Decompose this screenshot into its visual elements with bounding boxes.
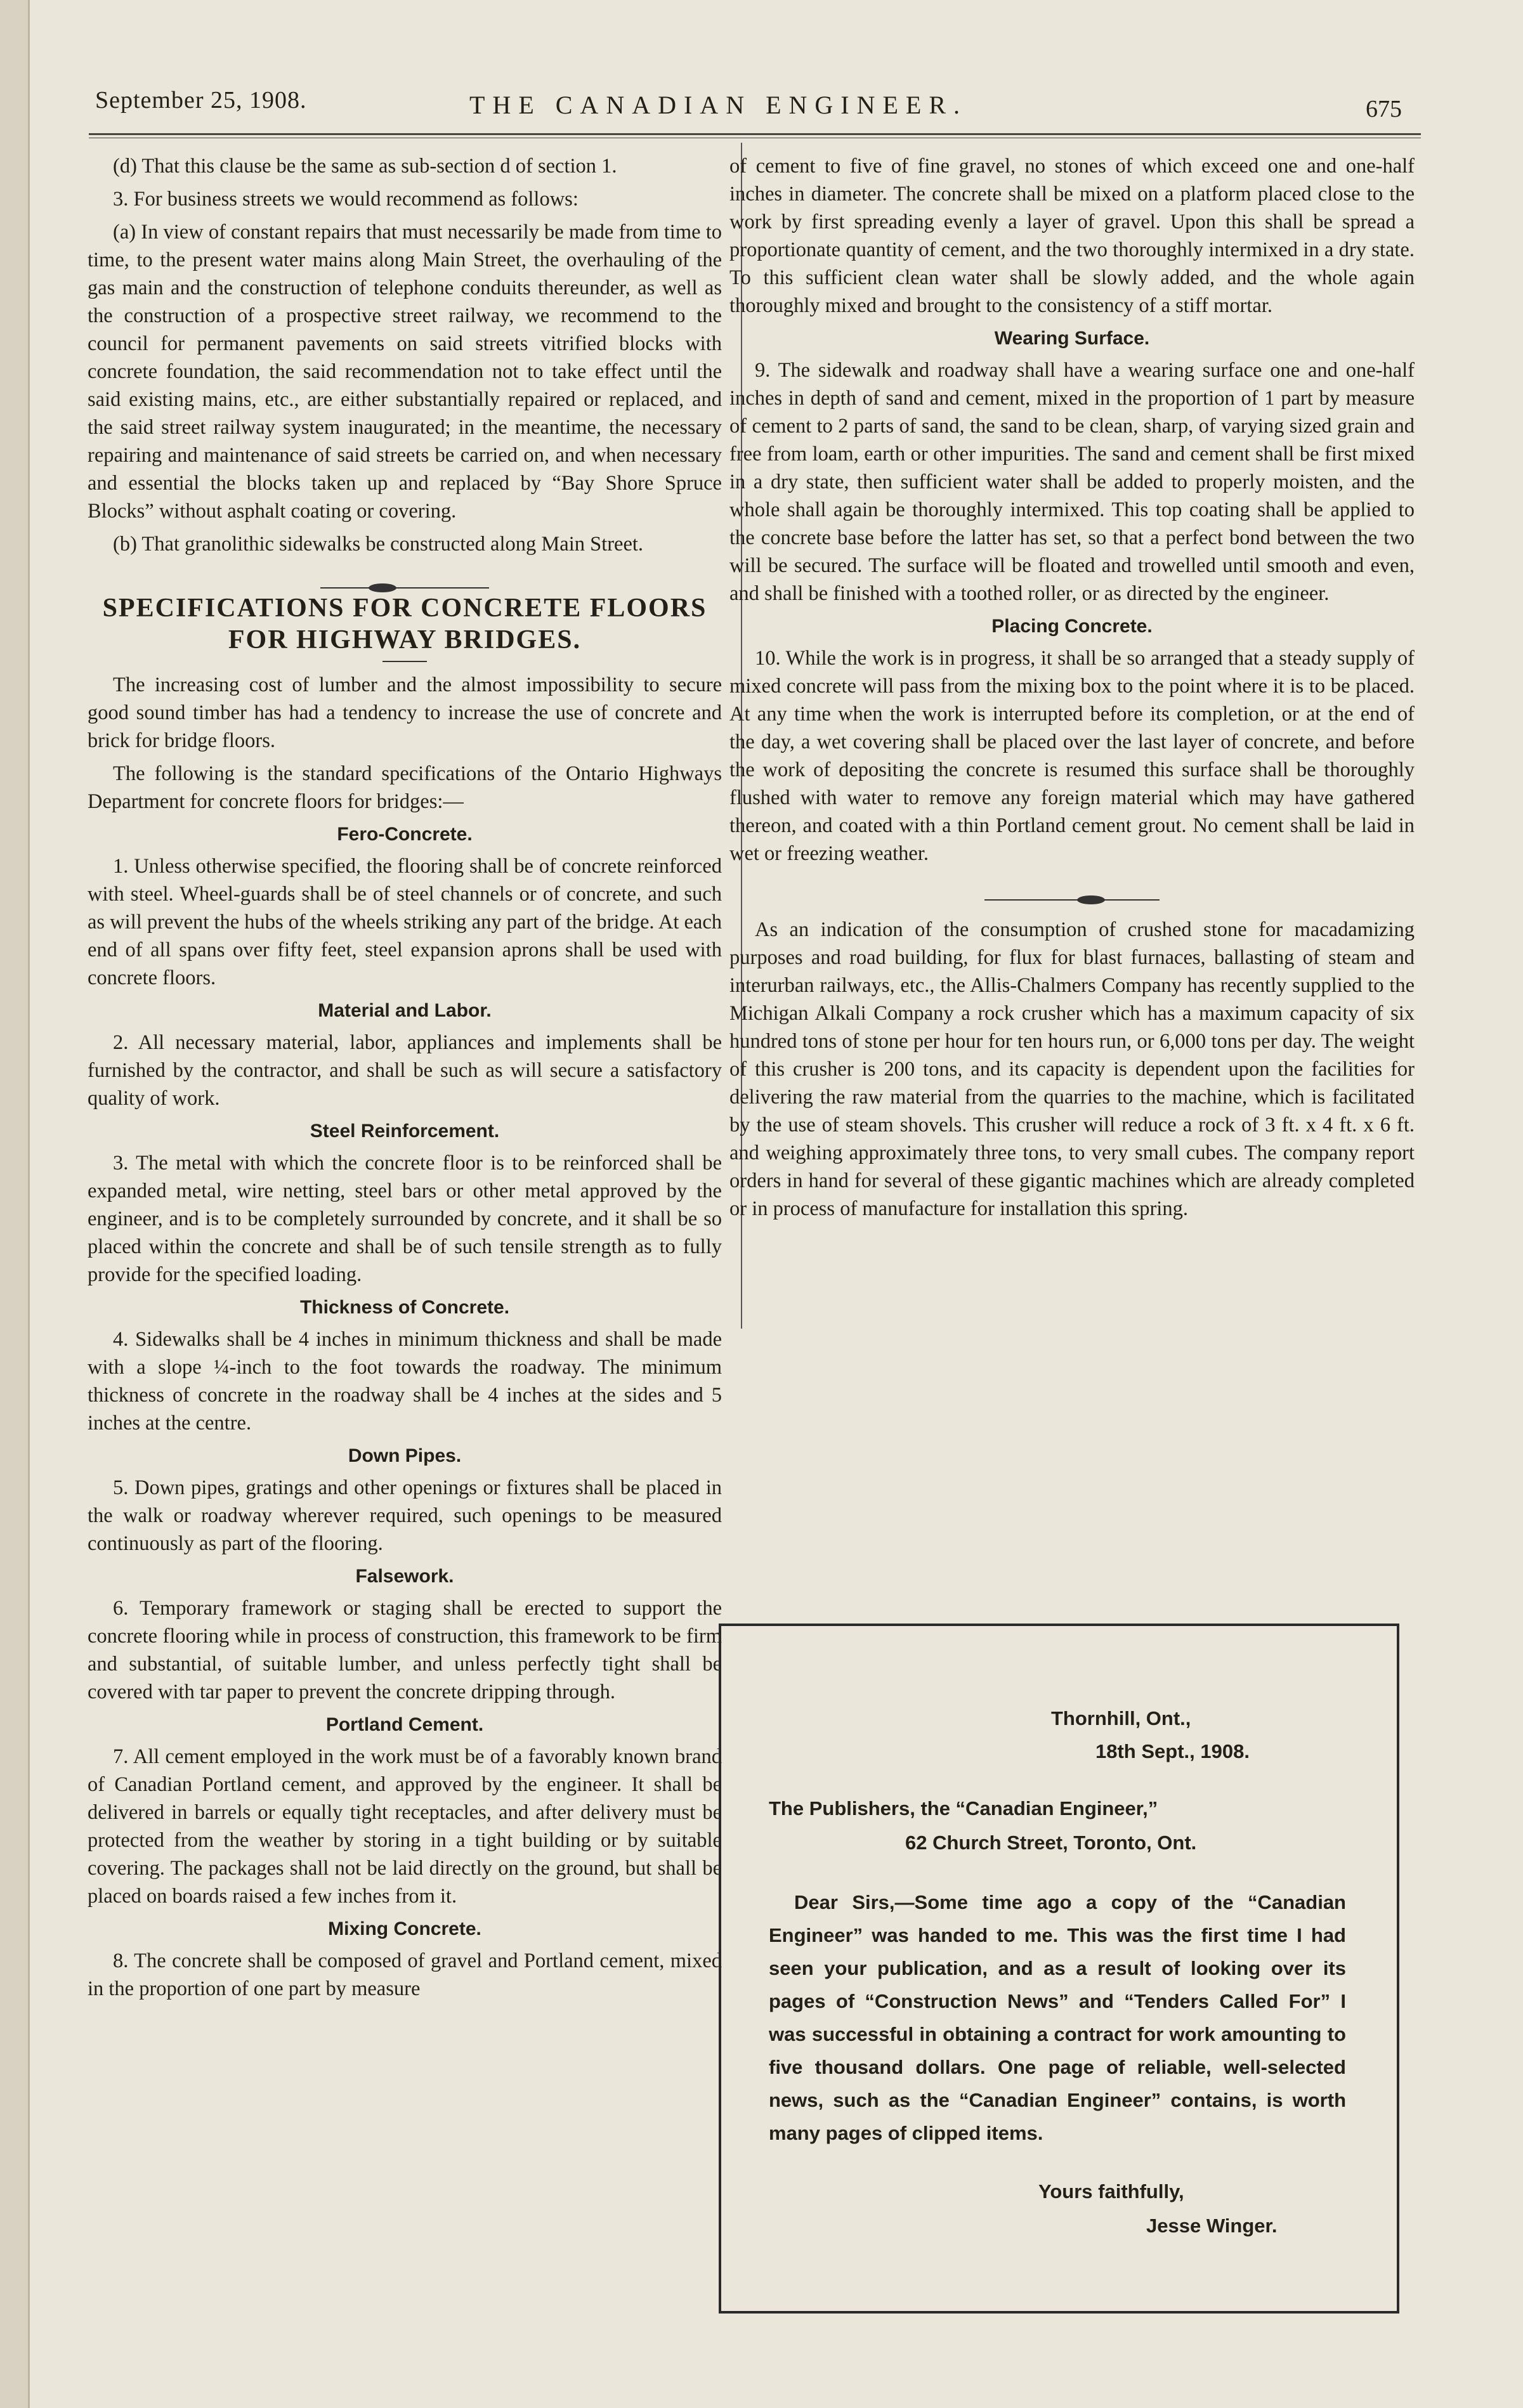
left-column [88, 152, 722, 2008]
paragraph: 3. For business streets we would recommend as follows: [113, 188, 578, 211]
section-heading: Mixing Concrete. [328, 1918, 481, 1939]
paragraph: 2. All necessary material, labor, appliances and implements shall be furnished by the contractor, and shall be such as will secure a satisfactory quality of work. [88, 1031, 722, 1110]
letter-address: 62 Church Street, Toronto, Ont. [905, 1832, 1197, 1854]
paragraph: As an indication of the consumption of crushed stone for macadamizing purposes and road building, for flux for blast furnaces, ballasting of steam and interurban railways, etc., the Allis-Chalmers Company has recently supplied to the Michigan Alkali Company a rock crusher which has a maximum capacity of six hundred tons of stone per hour for ten hours run, or 6,000 tons per day. The weight of this crusher is 200 tons, and its capacity is dependent upon the facilities for delivering the raw material from the quarries to the machine, which is facilitated by the use of steam shovels. This crusher will reduce a rock of 3 ft. x 4 ft. x 6 ft. and weighing approximately three tons, to very small cubes. The company report orders in hand for several of these gigantic machines which are already completed or in process of manufacture for installation this spring. [729, 918, 1415, 1220]
title-rule [382, 661, 427, 662]
paragraph: (d) That this clause be the same as sub-section d of section 1. [113, 155, 617, 178]
paragraph: 3. The metal with which the concrete floor is to be reinforced shall be expanded metal, wire netting, steel bars or other metal approved by the engineer, and is to be completely surrounded by concrete, and it shall be so placed within the concrete and shall be of such tensile strength as to fully provide for the specified loading. [88, 1152, 722, 1286]
article-title: SPECIFICATIONS FOR CONCRETE FLOORS FOR HIGHWAY BRIDGES. [102, 594, 707, 654]
paragraph: of cement to five of fine gravel, no stones of which exceed one and one-half inches in diameter. The concrete shall be mixed on a platform placed close to the work by first spreading evenly a layer of gravel. Upon this shall be spread a proportionate quantity of cement, and the two thoroughly intermixed in a dry state. To this sufficient clean water shall be slowly added, and the whole again thoroughly mixed and brought to the consistency of a stiff mortar. [729, 155, 1415, 317]
section-heading: Wearing Surface. [994, 328, 1150, 349]
section-heading: Falsework. [355, 1566, 454, 1587]
header-rule [89, 133, 1421, 135]
page-header [89, 81, 1427, 126]
section-heading: Fero-Concrete. [337, 824, 473, 845]
ornament-divider [729, 884, 1415, 897]
section-heading: Thickness of Concrete. [299, 1297, 510, 1318]
section-heading: Material and Labor. [318, 1000, 492, 1021]
paragraph: The increasing cost of lumber and the almost impossibility to secure good sound timber has had a tendency to increase the use of concrete and brick for bridge floors. [88, 674, 722, 752]
section-heading: Down Pipes. [348, 1445, 462, 1466]
letter-date: 18th Sept., 1908. [1095, 1740, 1250, 1762]
paragraph: (a) In view of constant repairs that must necessarily be made from time to time, to the present water mains along Main Street, the overhauling of the gas main and the construction of telephone conduits thereunder, as well as the construction of a prospective street railway, we recommend to the council for permanent pavements on said streets vitrified blocks with concrete foundation, the said recommendation not to take effect until the said existing mains, etc., are either substantially repaired or replaced, and the said street railway system inaugurated; in the meantime, the necessary repairing and maintenance of said streets be carried on, and when necessary and essential the blocks taken up and replaced by “Bay Shore Spruce Blocks” without asphalt coating or covering. [88, 221, 722, 523]
section-heading: Portland Cement. [325, 1714, 484, 1735]
publication-title: THE CANADIAN ENGINEER. [469, 91, 968, 119]
section-heading: Placing Concrete. [991, 616, 1153, 637]
section-heading: Steel Reinforcement. [310, 1121, 500, 1142]
ornament-divider [88, 572, 722, 585]
issue-date: September 25, 1908. [95, 87, 307, 114]
paragraph: 9. The sidewalk and roadway shall have a wearing surface one and one-half inches in depth of sand and cement, mixed in the proportion of 1 part by measure of cement to 2 parts of sand, the sand to be clean, sharp, of varying sized grain and free from loam, earth or other impurities. The sand and cement shall be first mixed in a dry state, then sufficient water shall be added to properly moisten, and the whole shall again be thoroughly intermixed. This top coating shall be applied to the concrete base before the latter has set, so that a perfect bond between the two will be secured. The surface will be floated and trowelled until smooth and even, and shall be finished with a toothed roller, or as directed by the engineer. [729, 359, 1415, 605]
letter-signature: Jesse Winger. [1146, 2215, 1278, 2237]
binding-gutter [0, 0, 30, 2408]
letter-body: Dear Sirs,—Some time ago a copy of the “Canadian Engineer” was handed to me. This was the first time I had seen your publication, and as a result of looking over its pages of “Construction News” and “Tenders Called For” I was successful in obtaining a contract for work amounting to five thousand dollars. One page of reliable, well-selected news, such as the “Canadian Engineer” contains, is worth many pages of clipped items. [769, 1891, 1346, 2144]
page-number: 675 [1366, 96, 1402, 122]
paragraph: 8. The concrete shall be composed of gravel and Portland cement, mixed in the proportion of one part by measure [88, 1949, 722, 2000]
paragraph: 6. Temporary framework or staging shall be erected to support the concrete flooring while in process of construction, this framework to be firm and substantial, of suitable lumber, and unless perfectly tight shall be covered with tar paper to prevent the concrete dripping through. [88, 1597, 722, 1703]
paragraph: 1. Unless otherwise specified, the flooring shall be of concrete reinforced with steel. Wheel-guards shall be of steel channels or of concrete, and such as will prevent the hubs of the wheels striking any part of the bridge. At each end of all spans over fifty feet, steel expansion aprons shall be used with concrete floors. [88, 855, 722, 989]
paragraph: 7. All cement employed in the work must be of a favorably known brand of Canadian Portland cement, and approved by the engineer. It shall be delivered in barrels or equally tight receptacles, and after delivery must be protected from the weather by storing in a tight building or by suitable covering. The packages shall not be laid directly on the ground, but shall be placed on boards raised a few inches from it. [88, 1745, 722, 1908]
paragraph: The following is the standard specifications of the Ontario Highways Department for concrete floors for bridges:— [88, 762, 722, 813]
paragraph: (b) That granolithic sidewalks be constructed along Main Street. [113, 533, 644, 556]
paragraph: 5. Down pipes, gratings and other openings or fixtures shall be placed in the walk or roadway wherever required, such openings to be measured continuously as part of the flooring. [88, 1476, 722, 1555]
testimonial-letter [719, 1624, 1399, 2314]
paragraph: 10. While the work is in progress, it shall be so arranged that a steady supply of mixed concrete will pass from the mixing box to the point where it is to be placed. At any time when the work is interrupted before its completion, or at the end of the day, a wet covering shall be placed over the last layer of concrete, and before the work of depositing the concrete is resumed this surface shall be thoroughly flushed with water to remove any foreign material which may have gathered thereon, and coated with a thin Portland cement grout. No cement shall be laid in wet or freezing weather. [729, 647, 1415, 865]
letter-place: Thornhill, Ont., [1051, 1707, 1191, 1729]
letter-closing: Yours faithfully, [1038, 2180, 1184, 2203]
paragraph: 4. Sidewalks shall be 4 inches in minimum thickness and shall be made with a slope ¼-inch to the foot towards the roadway. The minimum thickness of concrete in the roadway shall be 4 inches at the sides and 5 inches at the centre. [88, 1328, 722, 1435]
right-column [729, 152, 1415, 1228]
letter-addressee: The Publishers, the “Canadian Engineer,” [769, 1797, 1158, 1819]
